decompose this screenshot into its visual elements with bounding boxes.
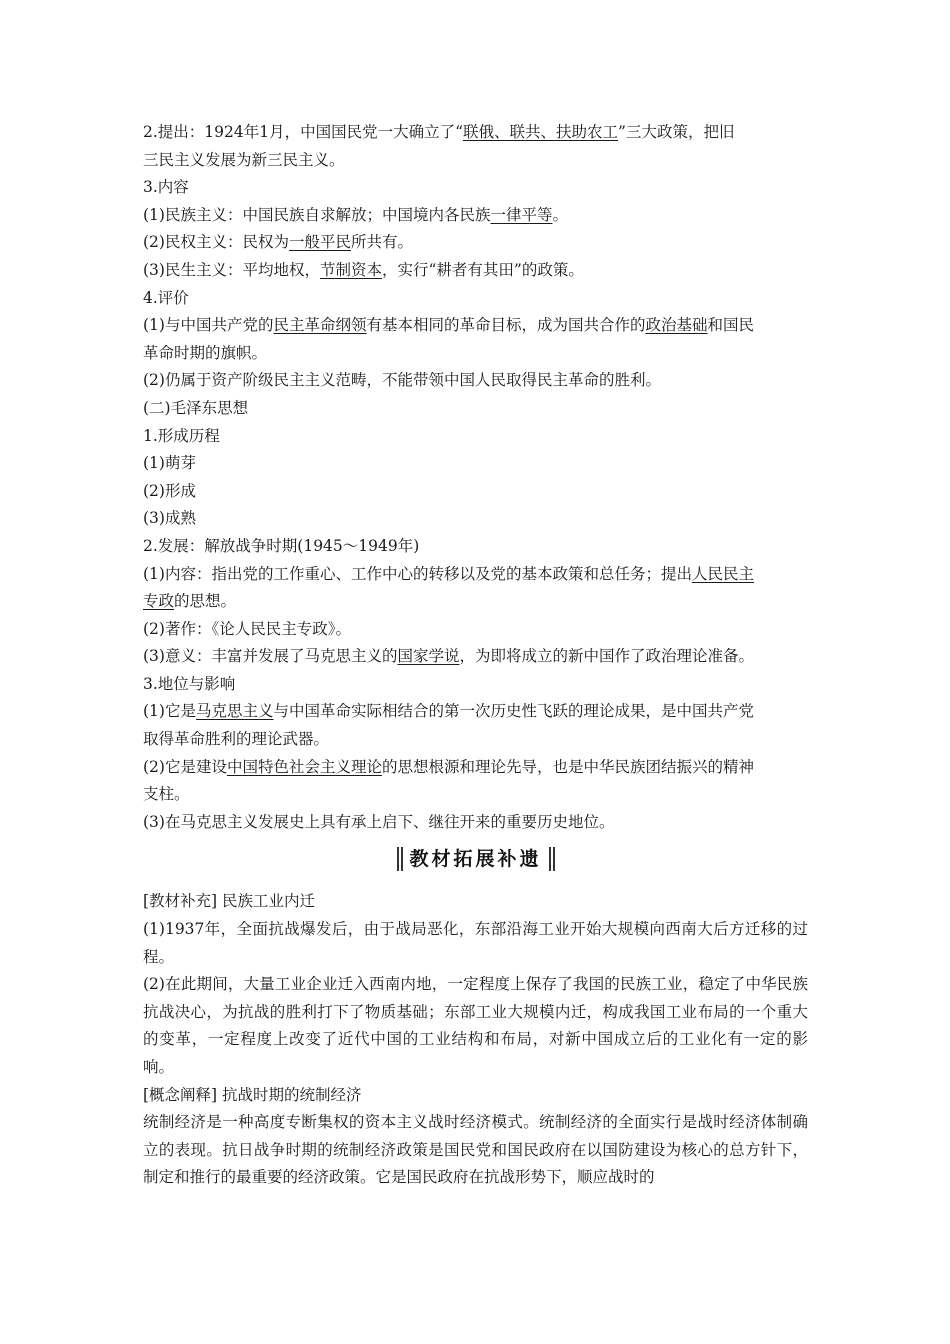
text-line: (1)萌芽 xyxy=(143,454,196,473)
underlined-term: 一般平民 xyxy=(288,233,351,252)
text-line: (1)内容：指出党的工作重心、工作中心的转移以及党的基本政策和总任务；提出人民民主 xyxy=(143,564,754,583)
banner-title: 教材拓展补遗 xyxy=(409,847,542,870)
text-line: (1)它是马克思主义与中国革命实际相结合的第一次历史性飞跃的理论成果，是中国共产党 xyxy=(143,702,754,721)
text-line: (3)在马克思主义发展史上具有承上启下、继往开来的重要历史地位。 xyxy=(143,812,615,831)
banner-box xyxy=(395,844,555,874)
text-line: (2)民权主义：民权为一般平民所共有。 xyxy=(143,233,413,252)
text-line: 专政的思想。 xyxy=(143,592,237,611)
banner-bar-right xyxy=(553,847,555,871)
supplement-heading: [教材补充] 民族工业内迁 xyxy=(143,892,316,911)
text-line: 2.提出：1924年1月，中国国民党一大确立了“联俄、联共、扶助农工”三大政策，把旧 xyxy=(143,123,735,141)
underlined-term: 国家学说 xyxy=(397,647,460,666)
text-line: 取得革命胜利的理论武器。 xyxy=(143,730,330,749)
text-line: (3)成熟 xyxy=(143,509,196,528)
section-heading: 3.内容 xyxy=(143,178,189,197)
text-line: (1)与中国共产党的民主革命纲领有基本相同的革命目标，成为国共合作的政治基础和国民 xyxy=(143,316,755,335)
text-line: (2)形成 xyxy=(143,481,196,500)
document-body xyxy=(143,119,808,1192)
underlined-term: 政治基础 xyxy=(645,316,708,335)
paragraph: (1)1937年，全面抗战爆发后，由于战局恶化，东部沿海工业开始大规模向西南大后方迁移的过程。 xyxy=(143,920,808,966)
paragraph: (2)在此期间，大量工业企业迁入西南内地，一定程度上保存了我国的民族工业，稳定了中华民族抗战决心，为抗战的胜利打下了物质基础；东部工业大规模内迁，构成我国工业布局的一个重大的变革，一定程度上改变了近代中国的工业结构和布局，对新中国成立后的工业化有一定的影响。 xyxy=(143,975,808,1076)
text-line: (2)它是建设中国特色社会主义理论的思想根源和理论先导，也是中华民族团结振兴的精神 xyxy=(143,757,754,776)
underlined-term: 专政 xyxy=(143,592,175,611)
underlined-term: 民主革命纲领 xyxy=(273,316,367,335)
section-heading: 2.发展：解放战争时期(1945～1949年) xyxy=(143,536,420,555)
section-heading: 1.形成历程 xyxy=(143,426,220,445)
underlined-term: 一律平等 xyxy=(490,205,553,224)
underlined-term: 人民民主 xyxy=(691,564,754,583)
section-heading: 4.评价 xyxy=(143,288,189,307)
underlined-term: 中国特色社会主义理论 xyxy=(226,757,382,776)
section-heading: 3.地位与影响 xyxy=(143,674,236,693)
text-line: (3)民生主义：平均地权，节制资本，实行“耕者有其田”的政策。 xyxy=(143,260,584,279)
underlined-term: 联俄、联共、扶助农工 xyxy=(463,123,619,141)
underlined-term: 马克思主义 xyxy=(195,702,274,721)
section-heading: (二)毛泽东思想 xyxy=(143,398,249,417)
section-banner xyxy=(143,836,808,888)
text-line: 三民主义发展为新三民主义。 xyxy=(143,150,345,169)
text-line: (2)著作：《论人民民主专政》。 xyxy=(143,619,351,638)
text-line: (3)意义：丰富并发展了马克思主义的国家学说，为即将成立的新中国作了政治理论准备。 xyxy=(143,647,754,666)
banner-bar-left xyxy=(396,847,398,871)
text-line: (2)仍属于资产阶级民主主义范畴，不能带领中国人民取得民主革命的胜利。 xyxy=(143,371,661,390)
text-line: 革命时期的旗帜。 xyxy=(143,343,268,362)
underlined-term: 节制资本 xyxy=(319,260,382,279)
text-line: (1)民族主义：中国民族自求解放；中国境内各民族一律平等。 xyxy=(143,205,568,224)
banner-bar-left xyxy=(400,847,402,871)
text-line: 支柱。 xyxy=(143,785,190,804)
paragraph: 统制经济是一种高度专断集权的资本主义战时经济模式。统制经济的全面实行是战时经济体制确立的表现。抗日战争时期的统制经济政策是国民党和国民政府在以国防建设为核心的总方针下，制定和推行的最重要的经济政策。它是国民政府在抗战形势下，顺应战时的 xyxy=(143,1113,808,1187)
concept-heading: [概念阐释] 抗战时期的统制经济 xyxy=(143,1085,362,1104)
banner-bar-right xyxy=(549,847,551,871)
